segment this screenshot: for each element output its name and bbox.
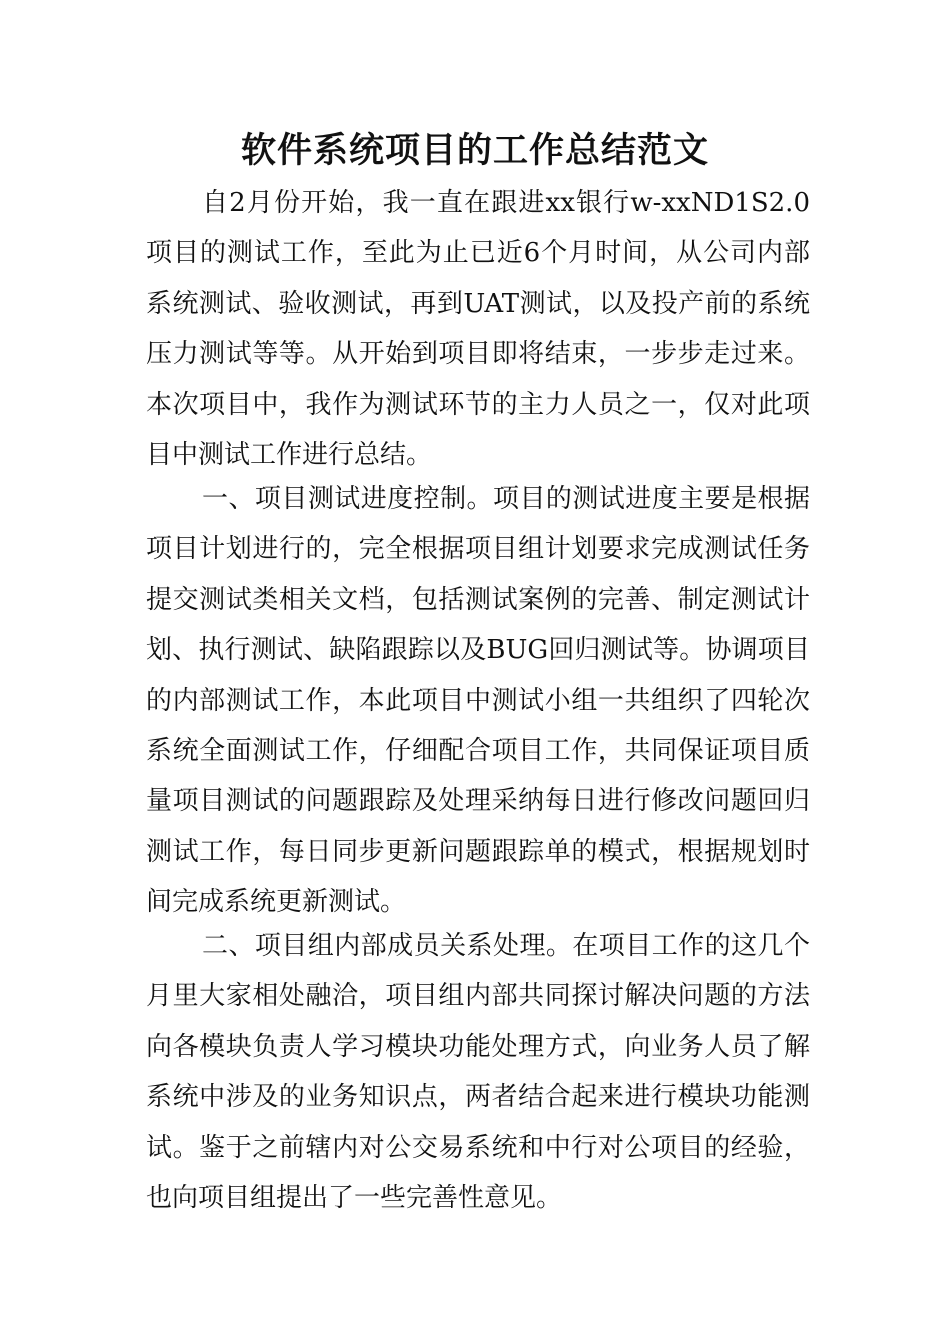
- paragraph-team-relations: 二、项目组内部成员关系处理。在项目工作的这几个月里大家相处融洽，项目组内部共同探讨解决问题的方法向各模块负责人学习模块功能处理方式，向业务人员了解系统中涉及的业务知识点，两者结合起来进行模块功能测试。鉴于之前辖内对公交易系统和中行对公项目的经验，也向项目组提出了一些完善性意见。: [146, 931, 810, 1214]
- document-title: 软件系统项目的工作总结范文: [240, 131, 709, 171]
- paragraph-progress-control: 一、项目测试进度控制。项目的测试进度主要是根据项目计划进行的，完全根据项目组计划要求完成测试任务提交测试类相关文档，包括测试案例的完善、制定测试计划、执行测试、缺陷跟踪以及BUG回归测试等。协调项目的内部测试工作，本此项目中测试小组一共组织了四轮次系统全面测试工作，仔细配合项目工作，共同保证项目质量项目测试的问题跟踪及处理采纳每日进行修改问题回归测试工作，每日同步更新问题跟踪单的模式，根据规划时间完成系统更新测试。: [146, 484, 810, 918]
- paragraph-intro: 自2月份开始，我一直在跟进xx银行w-xxND1S2.0项目的测试工作，至此为止已近6个月时间，从公司内部系统测试、验收测试，再到UAT测试，以及投产前的系统压力测试等等。从开始到项目即将结束，一步步走过来。本次项目中，我作为测试环节的主力人员之一，仅对此项目中测试工作进行总结。: [146, 188, 810, 471]
